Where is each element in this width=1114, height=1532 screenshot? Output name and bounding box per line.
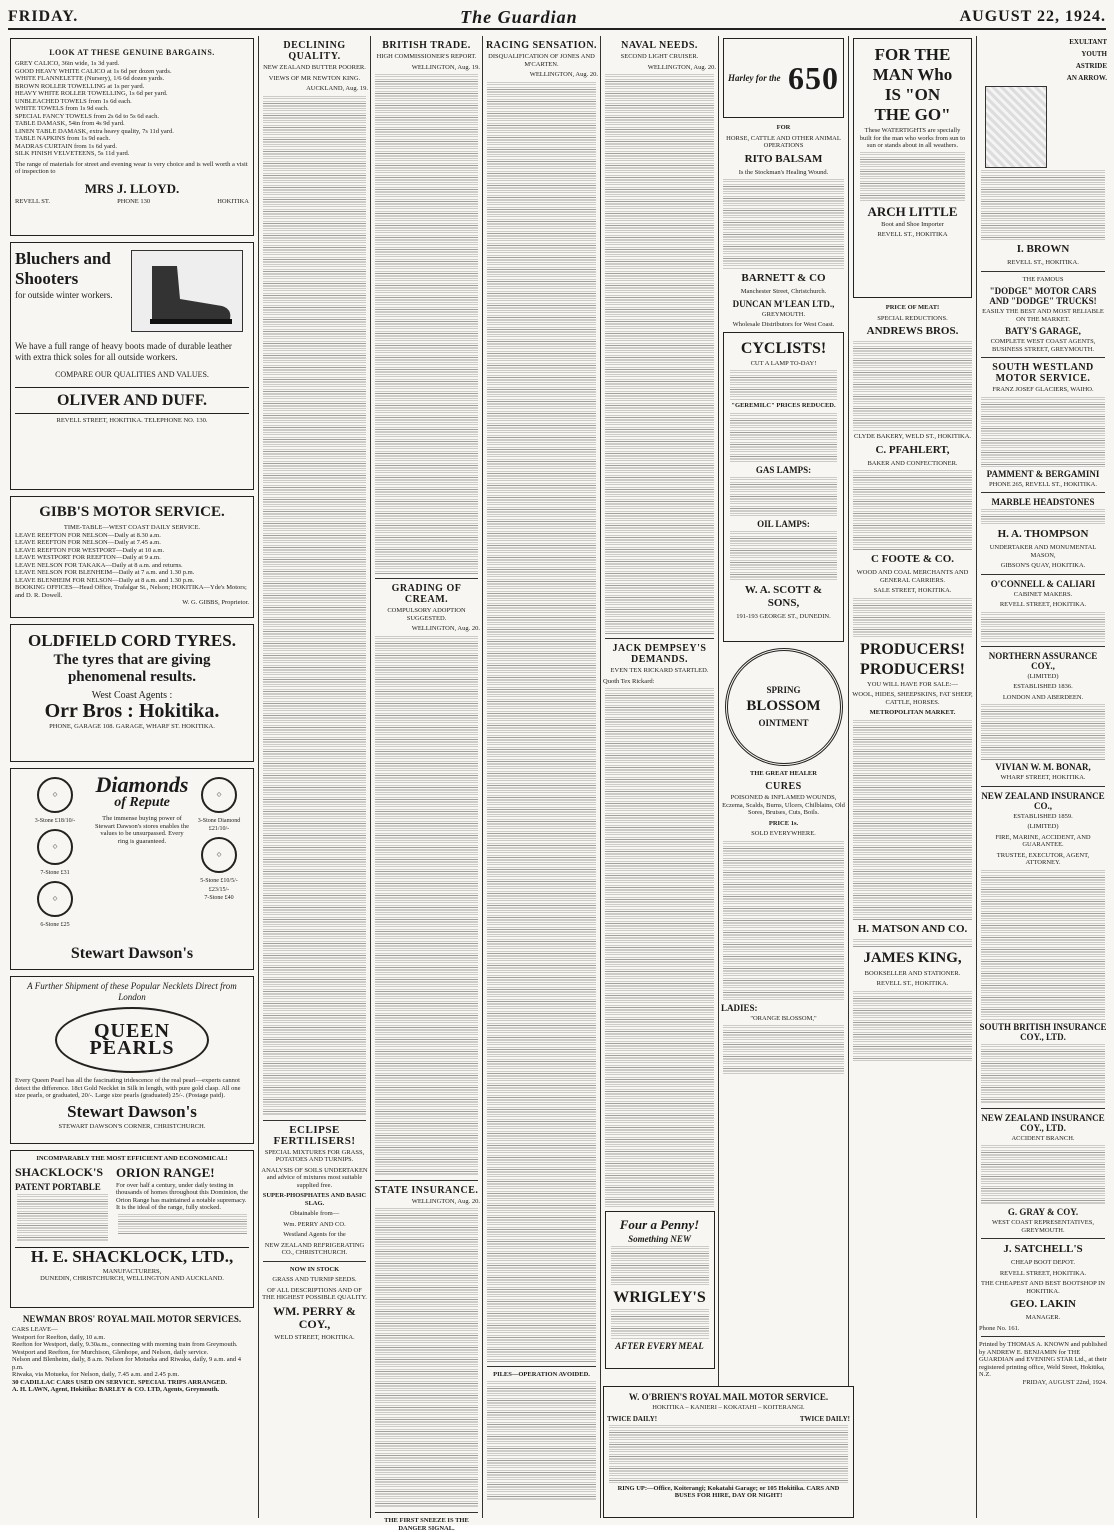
article-text [981,509,1105,525]
obrien-daily: TWICE DAILY! [799,1414,850,1423]
ring-price: 5-Stone £10/5/- [200,878,238,885]
gas-lamps: GAS LAMPS: [755,464,812,475]
queen-pearls-advert [10,976,254,1144]
ring-group-left [15,773,95,930]
shacklock-mfr: MANUFACTURERS, [102,1267,162,1275]
sbritish-name: SOUTH BRITISH INSURANCE COY., LTD. [979,1021,1107,1042]
declining-sub2: VIEWS OF MR NEWTON KING. [268,74,361,82]
oliver-body: We have a full range of heavy boots made of durable leather with extra thick soles for all outside workers. [15,341,232,362]
newman-line: CARS LEAVE— [12,1326,58,1333]
nzins-ltd: (LIMITED) [1027,823,1059,830]
sneeze-headline: THE FIRST SNEEZE IS THE DANGER SIGNAL. [384,1517,469,1532]
article-text [723,179,844,269]
oldfield-address: PHONE, GARAGE 108. GARAGE, WHARF ST. HOKITIKA. [49,723,215,731]
ring-icon: ◇ [37,881,73,917]
producers-items: WOOL, HIDES, SHEEPSKINS, FAT SHEEP, CATTLE, HORSES. [852,691,973,706]
racing-sub: DISQUALIFICATION OF JONES AND M'CARTEN. [488,53,595,68]
meat-special: SPECIAL REDUCTIONS. [877,314,948,322]
state-insurance-headline: STATE INSURANCE. [374,1184,479,1196]
cyclists-gem: "GEREMILC" PRICES REDUCED. [731,402,836,409]
blossom-text: BLOSSOM [746,698,821,714]
pearls-stewart-name: Stewart Dawson's [67,1101,197,1121]
oconnell-name: O'CONNELL & CALIARI [990,578,1096,589]
boot-icon [132,251,242,331]
barnett-note: Wholesale Distributors for West Coast. [732,321,835,328]
column-rule [718,36,719,1518]
rito-line3: Is the Stockman's Healing Wound. [738,168,829,176]
shacklock-left2: PATENT PORTABLE [15,1181,101,1192]
obrien-daily: TWICE DAILY! [607,1414,658,1423]
scott-name: W. A. SCOTT & SONS, [744,583,823,609]
bicycle-illustration [985,86,1047,168]
thompson-name: H. A. THOMPSON [997,528,1089,540]
imprint: Printed by THOMAS A. KNOWN and published by ANDREW E. BENJAMIN for THE GUARDIAN and EVENING STAR Ltd., at their registered printing office, Weld Street, Hokitika, N.Z. [979,1341,1107,1378]
diamonds-body: The immense buying power of Stewart Dawson's stores enables the values to be unsurpassed. Every ring is guaranteed. [95,815,189,845]
wrigleys-advert [605,1211,715,1369]
oliver-name: OLIVER AND DUFF. [15,387,249,414]
stewart-diamonds-advert [10,768,254,970]
column-3 [373,36,480,1532]
king-name: JAMES KING, [863,949,962,966]
gibbs-line: LEAVE NELSON FOR BLENHEIM—Daily at 7 a.m. and 1.30 p.m. [15,569,195,576]
cyclists-advert [723,332,844,642]
lloyd-name: MRS J. LLOYD. [84,180,180,196]
naval-dateline: WELLINGTON, Aug. 20. [647,63,716,71]
article-text [375,636,478,1176]
article-text [487,82,596,1362]
article-text [605,688,714,1208]
dempsey-dateline: Quoth Tex Rickard: [603,677,655,685]
ring-icon: ◇ [201,837,237,873]
marble-head: MARBLE HEADSTONES [991,497,1095,507]
gray-name: G. GRAY & COY. [1007,1207,1079,1217]
king-trade: BOOKSELLER AND STATIONER. [864,969,961,977]
obrien-route: HOKITIKA – KANIERI – KOKATAHI – KOITERANGI. [652,1404,805,1411]
arch-name: ARCH LITTLE [867,203,958,219]
gibbs-sub: TIME-TABLE—WEST COAST DAILY SERVICE. [63,524,201,531]
perry-name: WM. PERRY & COY., [273,1303,356,1331]
newman-agent: A. H. LAWN, Agent, Hokitika: BARLEY & CO. LTD, Agents, Greymouth. [12,1386,220,1393]
foote-trade: WOOD AND COAL MERCHANTS AND GENERAL CARRIERS. [856,569,969,584]
fert-line: Westland Agents for the [283,1231,346,1238]
grading-dateline: WELLINGTON, Aug. 20. [411,625,480,632]
shacklock-advert [10,1150,254,1308]
shacklock-towns: DUNEDIN, CHRISTCHURCH, WELLINGTON AND AUCKLAND. [40,1275,224,1282]
gibbs-advert [10,496,254,618]
pearl-necklace-illustration [55,1007,209,1073]
stewart-name: Stewart Dawson's [70,945,194,962]
ring-price: 3-Stone £18/10/- [34,818,76,824]
column-4 [485,36,598,1518]
fert-line: NOW IN STOCK [289,1265,340,1273]
gibbs-line: LEAVE REEFTON FOR NELSON—Daily at 7.45 a.m. [15,539,161,546]
thompson-trade: UNDERTAKER AND MONUMENTAL MASON, [989,544,1097,559]
lloyd-item: GOOD HEAVY WHITE CALICO at 1s 6d per dozen yards. [15,67,172,75]
column-7 [851,36,974,1518]
cyclists-head: CYCLISTS! [740,339,827,357]
imprint-date: FRIDAY, AUGUST 22nd, 1924. [1022,1378,1107,1386]
blossom-sold: SOLD EVERYWHERE. [751,830,816,837]
lakin-top: THE CHEAPEST AND BEST BOOTSHOP IN HOKITIKA. [981,1280,1105,1295]
naval-sub: SECOND LIGHT CRUISER. [620,53,699,60]
dodge-head: THE FAMOUS [1022,275,1064,283]
batys-greymouth: COMPLETE WEST COAST AGENTS, BUSINESS STREET, GREYMOUTH. [990,338,1096,353]
lloyd-note: The range of materials for street and evening wear is very choice and is well worth a visit of inspection to [15,160,248,175]
ring-price: 7-Stone £40 [204,894,234,901]
ring-price: 7-Stone £31 [40,870,70,877]
obrien-footer: RING UP:—Office, Koiterangi; Kokatahi Garage; or 105 Hokitika. CARS AND BUSES FOR HIRE, DAY OR NIGHT! [617,1484,840,1499]
column-rule [976,36,977,1518]
nzcoy-name: NEW ZEALAND INSURANCE COY., LTD. [981,1112,1105,1133]
diamonds-sub: of Repute [114,795,170,810]
northern-name: NORTHERN ASSURANCE COY., [988,650,1098,671]
producers-sub: YOU WILL HAVE FOR SALE:— [867,680,958,688]
wrigley-after: AFTER EVERY MEAL [615,1341,704,1351]
gibbs-line: LEAVE BLENHEIM FOR NELSON—Daily at 8 a.m. and 1.30 p.m. [15,576,195,584]
fert-line: GRASS AND TURNIP SEEDS. [272,1276,357,1283]
gibbs-line: LEAVE REEFTON FOR NELSON—Daily at 8.30 a.m. [15,531,161,539]
satchell-name: J. SATCHELL'S [1003,1243,1083,1255]
gibbs-sign: W. G. GIBBS, Proprietor. [182,599,249,606]
racing-dateline: WELLINGTON, Aug. 20. [529,71,598,78]
british-headline: BRITISH TRADE. [382,40,471,51]
oldfield-title: OLDFIELD CORD TYRES. [28,631,236,650]
article-text [853,598,972,638]
matson-name: H. MATSON AND CO. [857,922,968,935]
batys-name: BATY'S GARAGE, [1005,326,1081,336]
obrien-title: W. O'BRIEN'S ROYAL MAIL MOTOR SERVICE. [628,1392,829,1402]
oliver-duff-advert [10,242,254,490]
lloyd-item: GREY CALICO, 36in wide, 1s 3d yard. [15,60,120,67]
article-text [723,1025,844,1075]
shacklock-body: For over half a century, under daily testing in thousands of homes throughout this Dominion, the Orion Range has maintained a notable supremacy. It is the ideal of the range, fully stocked. [116,1181,248,1211]
masthead-date: AUGUST 22, 1924. [959,8,1106,25]
oliver-line3: for outside winter workers. [15,290,113,300]
column-2 [261,36,368,1518]
gibbs-line: LEAVE NELSON FOR TAKAKA—Daily at 8 a.m. and returns. [15,561,183,569]
lloyd-address [15,198,249,206]
article-text [723,841,844,1001]
oliver-address: REVELL STREET, HOKITIKA. TELEPHONE NO. 130. [56,417,208,425]
barnett-name: BARNETT & CO [741,272,826,284]
british-dateline: WELLINGTON, Aug. 19. [411,63,480,71]
pfahlert-trade: BAKER AND CONFECTIONER. [867,459,958,467]
declining-dateline: AUCKLAND, Aug. 19. [306,85,368,92]
newman-advert [12,1314,252,1394]
piles-headline: PILES—OPERATION AVOIDED. [493,1370,590,1378]
column-rule [848,36,849,1518]
duncan-town: GREYMOUTH. [761,310,806,318]
lloyd-item: HEAVY WHITE ROLLER TOWELLING, 1s 6d per yard. [15,90,168,97]
newman-line: Riwaka, via Motueka, for Nelson, daily, 7.45 a.m. and 2.45 p.m. [12,1371,180,1378]
dodge-sub: EASILY THE BEST AND MOST RELIABLE ON THE MARKET. [982,308,1104,323]
arch-l1: FOR THE [874,45,951,64]
oliver-compare: COMPARE OUR QUALITIES AND VALUES. [55,370,209,379]
newman-line: Nelson and Blenheim, daily, 8 a.m. Nelson for Motueka and Riwaka, daily, 9 a.m. and 4 p.m. [12,1356,241,1371]
newman-line: Westport and Reefton, for Murchison, Glenhope, and Nelson, daily service. [12,1348,209,1356]
ring-icon: ◇ [201,777,237,813]
lloyd-item: TABLE DAMASK, 54in from 4s 9d yard. [15,120,125,127]
article-text [981,1044,1105,1104]
arch-l2: MAN Who [872,65,953,84]
arch-little-advert [853,38,972,298]
gray-sub: WEST COAST REPRESENTATIVES, GREYMOUTH. [992,1219,1094,1234]
satchell-sub: CHEAP BOOT DEPOT. [1011,1259,1075,1266]
pearls-head: A Further Shipment of these Popular Necklets Direct from London [27,981,237,1002]
lakin-name: GEO. LAKIN [1009,1298,1076,1310]
article-text [853,470,972,550]
arch-town: REVELL ST., HOKITIKA [877,231,948,238]
meat-heading: PRICE OF MEAT! [885,304,940,311]
oil-lamps: OIL LAMPS: [757,518,810,529]
article-text [853,939,972,947]
masthead [8,6,1106,30]
brown-l4: AN ARROW. [1066,74,1107,82]
shacklock-name: H. E. SHACKLOCK, LTD., [15,1247,249,1265]
fert-line: OF ALL DESCRIPTIONS AND OF THE HIGHEST POSSIBLE QUALITY. [262,1286,367,1301]
lloyd-item: BROWN ROLLER TOWELLING at 1s per yard. [15,82,145,90]
ladies-text: LADIES: [721,1002,758,1013]
article-text [263,96,366,1116]
lloyd-item: WHITE FLANNELETTE (Nursery), 1/6 6d dozen yards. [15,75,165,82]
column-rule [482,36,483,1518]
oliver-line2: Shooters [15,269,79,288]
cures-text: CURES [765,781,802,792]
producers-head: PRODUCERS! [860,640,965,658]
nzins-est: ESTABLISHED 1859. [1013,812,1073,820]
pamment-tel: PHONE 265, REVELL ST., HOKITIKA. [989,480,1097,488]
lloyd-item: TABLE NAPKINS from 1s 9d each. [15,135,111,142]
article-text [981,397,1105,467]
brown-street: REVELL ST., HOKITIKA. [1007,259,1079,266]
naval-headline: NAVAL NEEDS. [621,40,698,51]
swestland-sub: FRANZ JOSEF GLACIERS, WAIHO. [992,386,1094,393]
rito-line: HORSE, CATTLE AND OTHER ANIMAL OPERATIONS [726,134,841,149]
pearls-body: Every Queen Pearl has all the fascinating iridescence of the real pearl—experts cannot detect the difference. 18ct Gold Necklet in Silk in length, with pure gold clasp. All one size pearls, or graduated, 20/-. Large size pearls (graduated) 25/-. (Postage paid). [15,1077,241,1099]
lloyd-item: SPECIAL FANCY TOWELS from 2s 6d to 5s 6d each. [15,112,159,120]
ring-icon: ◇ [37,777,73,813]
oconnell-trade: CABINET MAKERS. [1013,590,1073,598]
grading-headline: GRADING OF CREAM. [391,583,462,605]
brown-l2: YOUTH [1081,50,1107,58]
article-text [853,720,972,920]
arch-sub: Boot and Shoe Importer [881,220,944,228]
nzins-name: NEW ZEALAND INSURANCE CO., [981,790,1105,811]
dempsey-sub: EVEN TEX RICKARD STARTLED. [610,667,709,674]
blossom-body: POISONED & INFLAMED WOUNDS, Eczema, Scalds, Burns, Ulcers, Chilblains, Old Sores, Bruises, Cuts, Boils. [722,794,845,816]
cyclists-sub: CUT A LAMP TO-DAY! [750,359,817,367]
article-text [981,870,1105,1020]
harley-brand: Harley for the [728,73,781,83]
column-1 [8,36,256,1518]
newman-line: Reefton for Westport, daily, 9.30a.m., connecting with morning train from Greymouth. [12,1341,238,1348]
column-8 [979,36,1107,1518]
arch-l3: IS "ON [884,85,941,104]
boot-illustration [131,250,243,332]
producers-market: METROPOLITAN MARKET. [869,709,956,716]
lakin-role: MANAGER. [1025,1314,1061,1321]
thompson-street: GIBSON'S QUAY, HOKITIKA. [1000,562,1086,569]
declining-sub: NEW ZEALAND BUTTER POORER. [263,64,366,71]
brown-advert-top [979,36,1107,84]
foote-street: SALE STREET, HOKITIKA. [873,587,952,594]
lloyd-item: SILK FINISH VELVETEENS, 5s 11d yard. [15,150,130,157]
foote-name: C FOOTE & CO. [870,553,955,565]
shacklock-top: INCOMPARABLY THE MOST EFFICIENT AND ECONOMICAL! [36,1155,228,1162]
article-text [981,1145,1105,1205]
brown-l3: ASTRIDE [1075,62,1107,70]
oldfield-advert [10,624,254,762]
oldfield-orr: Orr Bros : Hokitika. [44,700,220,723]
article-text [375,74,478,574]
lloyd-heading: LOOK AT THESE GENUINE BARGAINS. [49,48,215,57]
column-rule [370,36,371,1518]
lloyd-item: UNBLEACHED TOWELS from 1s 6d each. [15,97,132,105]
article-text [981,170,1105,240]
scott-addr: 191-193 GEORGE ST., DUNEDIN. [736,612,831,620]
harley-number: 650 [788,60,839,96]
harley-advert [723,38,844,118]
lloyd-item: LINEN TABLE DAMASK, extra heavy quality, 7s 11d yard. [15,127,174,135]
brown-name: I. BROWN [1016,243,1070,255]
grading-sub: COMPULSORY ADOPTION SUGGESTED. [387,607,466,622]
article-text [375,1208,478,1508]
spring-text: SPRING [766,685,801,695]
masthead-title: The Guardian [460,6,578,27]
king-street: REVELL ST., HOKITIKA. [876,980,949,987]
satchell-street: REVELL STREET, HOKITIKA. [999,1269,1087,1277]
article-text [853,341,972,431]
nzins-lines: FIRE, MARINE, ACCIDENT, AND GUARANTEE. [995,833,1091,848]
pfahlert-addr: CLYDE BAKERY, WELD ST., HOKITIKA. [853,433,972,440]
lloyd-item: WHITE TOWELS from 1s 9d each. [15,105,109,112]
blossom-logo [725,648,843,766]
gibbs-booking: BOOKING OFFICES—Head Office, Trafalgar St., Nelson; HOKITIKA—Yde's Motors; and D. R. Dowell. [15,584,247,599]
bonar-street: WHARF STREET, HOKITIKA. [1000,774,1086,781]
orange-blossom: "ORANGE BLOSSOM," [750,1014,817,1022]
northern-city: LONDON AND ABERDEEN. [1002,693,1084,701]
swestland-head: SOUTH WESTLAND MOTOR SERVICE. [992,362,1094,384]
gibbs-line: LEAVE WESTPORT FOR REEFTON—Daily at 9 a.m. [15,554,161,561]
diamonds-title: Diamonds [95,772,189,797]
fert-line: Obtainable from— [289,1210,340,1217]
rito-for: FOR [776,124,791,131]
article-text [487,1381,596,1501]
racing-headline: RACING SENSATION. [485,40,598,51]
declining-headline: DECLINING QUALITY. [283,40,346,62]
article-text [981,612,1105,642]
lloyd-town: HOKITIKA [217,197,249,205]
lakin-phone: Phone No. 161. [979,1324,1020,1332]
brown-l1: EXULTANT [1069,38,1107,46]
gibbs-title: GIBB'S MOTOR SERVICE. [39,504,225,520]
fertilisers-headline: ECLIPSE FERTILISERS! [273,1123,356,1147]
fert-line: ANALYSIS OF SOILS UNDERTAKEN and advice of mixtures most suitable supplied free. [261,1166,368,1189]
dempsey-headline: JACK DEMPSEY'S DEMANDS. [612,643,707,665]
column-rule [258,36,259,1518]
nzins-also: TRUSTEE, EXECUTOR, AGENT, ATTORNEY. [996,851,1090,866]
perry-street: WELD STREET, HOKITIKA. [274,1333,355,1341]
newman-cars: 30 CADILLAC CARS USED ON SERVICE. SPECIAL TRIPS ARRANGED. [12,1378,227,1386]
ointment-text: OINTMENT [758,718,809,728]
article-text [981,704,1105,760]
column-rule [600,36,601,1518]
oliver-line1: Bluchers and [15,249,111,268]
wrigley-tag: Four a Penny! [619,1217,700,1232]
dodge-name: "DODGE" MOTOR CARS AND "DODGE" TRUCKS! [989,286,1097,306]
pearls-corner: STEWART DAWSON'S CORNER, CHRISTCHURCH. [58,1122,206,1130]
column-6 [721,36,846,1518]
newman-title: NEWMAN BROS' ROYAL MAIL MOTOR SERVICES. [22,1314,242,1324]
gibbs-line: LEAVE REEFTON FOR WESTPORT—Daily at 10 a.m. [15,546,165,554]
arch-l4: THE GO" [874,105,951,124]
wrigley-brand: WRIGLEY'S [613,1289,706,1306]
ring-price: 6-Stone £25 [40,922,70,929]
shacklock-left1: SHACKLOCK'S [15,1164,104,1179]
masthead-day: FRIDAY. [8,8,79,25]
blossom-price: PRICE 1s. [768,819,799,827]
article-text [853,991,972,1061]
lloyd-advert [10,38,254,236]
healer-text: THE GREAT HEALER [750,769,817,777]
fert-line: SUPER-PHOSPHATES AND BASIC SLAG. [262,1192,367,1207]
northern-ltd: (LIMITED) [1027,672,1059,680]
article-text [605,74,714,634]
ring-group-right [189,773,249,930]
lloyd-phone: PHONE 130 [117,197,151,205]
ring-icon: ◇ [37,829,73,865]
ring-price: 3-Stone Diamond £21/10/- [197,818,241,833]
lloyd-street: REVELL ST. [15,197,51,205]
rito-name: RITO BALSAM [744,152,823,165]
bonar-name: VIVIAN W. M. BONAR, [995,762,1091,772]
andrews-name: ANDREWS BROS. [866,325,959,337]
fert-line: NEW ZEALAND REFRIGERATING CO., CHRISTCHURCH. [264,1241,365,1256]
shacklock-right: ORION RANGE! [116,1164,215,1180]
arch-body: These WATERTIGHTS are specially built for the man who works from sun to sun or stands about in all weathers. [859,127,966,149]
oldfield-agents: West Coast Agents : [91,690,173,701]
pamment-name: PAMMENT & BERGAMINI [986,468,1100,479]
wrigley-sw: Something NEW [628,1234,691,1244]
northern-est: ESTABLISHED 1836. [1013,683,1073,690]
pfahlert-name: C. PFAHLERT, [875,443,950,456]
state-dateline: WELLINGTON, Aug. 20. [411,1197,480,1205]
queen-pearls-title: QUEEN PEARLS [89,1020,175,1059]
oconnell-street: REVELL STREET, HOKITIKA. [999,601,1087,608]
fert-line: Wm. PERRY AND CO. [283,1220,346,1228]
producers-head2: PRODUCERS! [860,660,965,678]
barnett-addr: Manchester Street, Christchurch. [740,288,827,295]
nzcoy-branch: ACCIDENT BRANCH. [1011,1134,1075,1142]
obrien-advert [603,1386,854,1518]
ring-price: £23/15/- [208,886,230,893]
british-sub: HIGH COMMISSIONER'S REPORT. [376,53,477,60]
newman-line: Westport for Reefton, daily, 10 a.m. [12,1333,106,1341]
duncan-name: DUNCAN M'LEAN LTD., [732,298,835,309]
column-5 [603,36,716,1518]
lloyd-item: MADRAS CURTAIN from 1s 6d yard. [15,142,118,150]
oldfield-tag: The tyres that are giving phenomenal results. [53,652,211,685]
fert-line: SPECIAL MIXTURES FOR GRASS, POTATOES AND TURNIPS. [264,1148,365,1163]
